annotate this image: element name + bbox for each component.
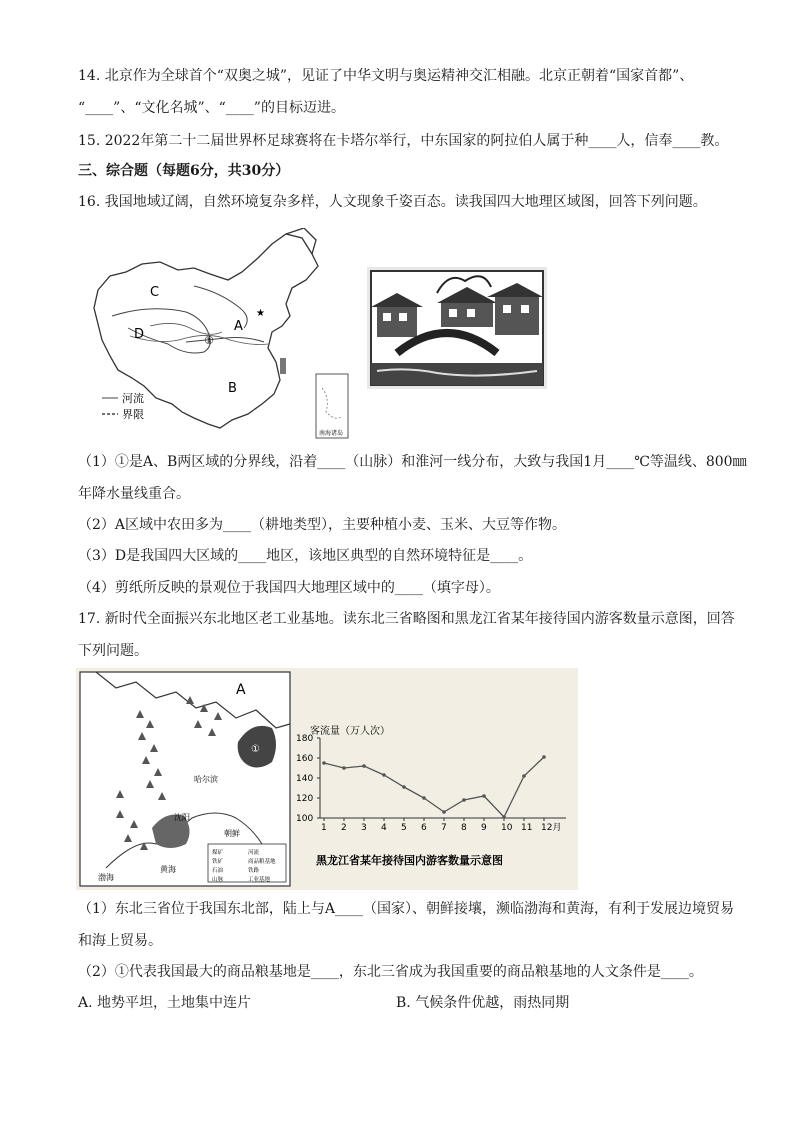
q16-sub4: （4）剪纸所反映的景观位于我国四大地理区域中的____（填字母）。 [78,580,500,596]
ne-map-harbin: 哈尔滨 [194,775,218,784]
q17-stem-line1: 17. 新时代全面振兴东北地区老工业基地。读东北三省略图和黑龙江省某年接待国内游客数量示意图，回答 [78,611,735,627]
inset-caption: 南海诸岛 [319,430,344,437]
q17-sub2: （2）①代表我国最大的商品粮基地是____，东北三省成为我国重要的商品粮基地的人文条件是____。 [78,964,703,980]
x-tick-label: 12月 [541,823,562,833]
q15-line1: 15. 2022年第二十二届世界杯足球赛将在卡塔尔举行，中东国家的阿拉伯人属于种____人，信奉____教。 [78,133,729,149]
data-point [382,773,386,777]
legend-river: 河流 [122,392,144,405]
data-point [482,794,486,798]
ne-legend-5: 铁路 [248,868,260,874]
paper-cut-image [367,267,547,389]
ne-legend-6: 山脉 [212,877,224,883]
data-point [442,810,446,814]
x-tick-label: 9 [481,823,487,833]
y-tick-label: 100 [296,814,314,824]
x-tick-label: 11 [521,823,533,833]
northeast-figure [76,668,578,890]
q14-line2: “____”、“文化名城”、“____”的目标迈进。 [78,100,345,116]
ne-map-huanghai: 黄海 [160,865,176,874]
legend-border: 界限 [122,408,144,421]
x-tick-label: 8 [461,823,467,833]
ne-legend-1: 河流 [248,850,260,856]
y-tick-label: 120 [296,794,314,804]
q16-sub1-line1: （1）①是A、B两区域的分界线，沿着____（山脉）和淮河一线分布，大致与我国1月____℃等温线、800㎜ [78,454,747,470]
data-point [422,796,426,800]
beijing-star-icon: ★ [256,308,265,319]
q16-sub1-line2: 年降水量线重合。 [78,486,190,502]
y-tick-label: 160 [296,754,314,764]
x-tick-label: 2 [341,823,347,833]
china-regions-map [90,228,352,442]
rivers [130,323,268,344]
chart-title: 黑龙江省某年接待国内游客数量示意图 [316,854,503,867]
x-tick-label: 4 [381,823,387,833]
x-tick-label: 5 [401,823,407,833]
y-tick-label: 140 [296,774,314,784]
x-tick-label: 7 [441,823,447,833]
q17-sub1-line1: （1）东北三省位于我国东北部，陆上与A____（国家）、朝鲜接壤，濒临渤海和黄海，有利于发展边境贸易 [78,901,735,917]
map-label-b: B [228,381,237,396]
chart-ylabel: 客流量（万人次） [310,726,390,737]
data-point [522,774,526,778]
x-tick-label: 1 [321,823,327,833]
x-tick-label: 3 [361,823,367,833]
data-point [342,766,346,770]
q17-sub1-line2: 和海上贸易。 [78,933,162,949]
x-tick-label: 10 [501,823,513,833]
ne-map-bohai: 渤海 [98,873,114,882]
x-tick-label: 6 [421,823,427,833]
data-point [462,798,466,802]
south-sea-inset [316,374,348,438]
data-point [402,785,406,789]
q16-stem: 16. 我国地域辽阔，自然环境复杂多样，人文现象千姿百态。读我国四大地理区域图，回答下列问题。 [78,194,707,210]
ne-legend [208,844,286,883]
map-label-c: C [150,285,160,300]
data-point [542,755,546,759]
ne-map-chaoxian: 朝鲜 [224,829,240,838]
taiwan-island [280,358,286,374]
section-heading: 三、综合题（每题6分，共30分） [78,163,290,179]
data-point [502,815,506,819]
ne-map-shenyang: 沈阳 [174,813,190,822]
map-label-1: ① [204,334,214,347]
q14-line1: 14. 北京作为全球首个“双奥之城”，见证了中华文明与奥运精神交汇相融。北京正朝着“国家首都”、 [78,68,694,84]
ne-legend-0: 煤矿 [212,850,224,856]
q17-option-b: B. 气候条件优越，雨热同期 [396,995,570,1011]
ne-map-label-1: ① [251,744,260,755]
ne-legend-7: 工业基地 [248,877,271,883]
ne-map-label-a: A [236,682,246,698]
y-tick-label: 180 [296,734,314,744]
ne-legend-3: 商品粮基地 [248,859,276,865]
map-label-a: A [234,319,243,334]
ne-legend-2: 铁矿 [212,859,224,865]
q17-option-a: A. 地势平坦，土地集中连片 [78,995,252,1011]
map-label-d: D [134,327,145,342]
q17-stem-line2: 下列问题。 [78,643,148,659]
ne-legend-4: 石油 [212,868,224,874]
data-point [362,764,366,768]
q16-sub3: （3）D是我国四大区域的____地区，该地区典型的自然环境特征是____。 [78,548,533,564]
q16-sub2: （2）A区域中农田多为____（耕地类型），主要种植小麦、玉米、大豆等作物。 [78,517,567,533]
data-point [322,761,326,765]
